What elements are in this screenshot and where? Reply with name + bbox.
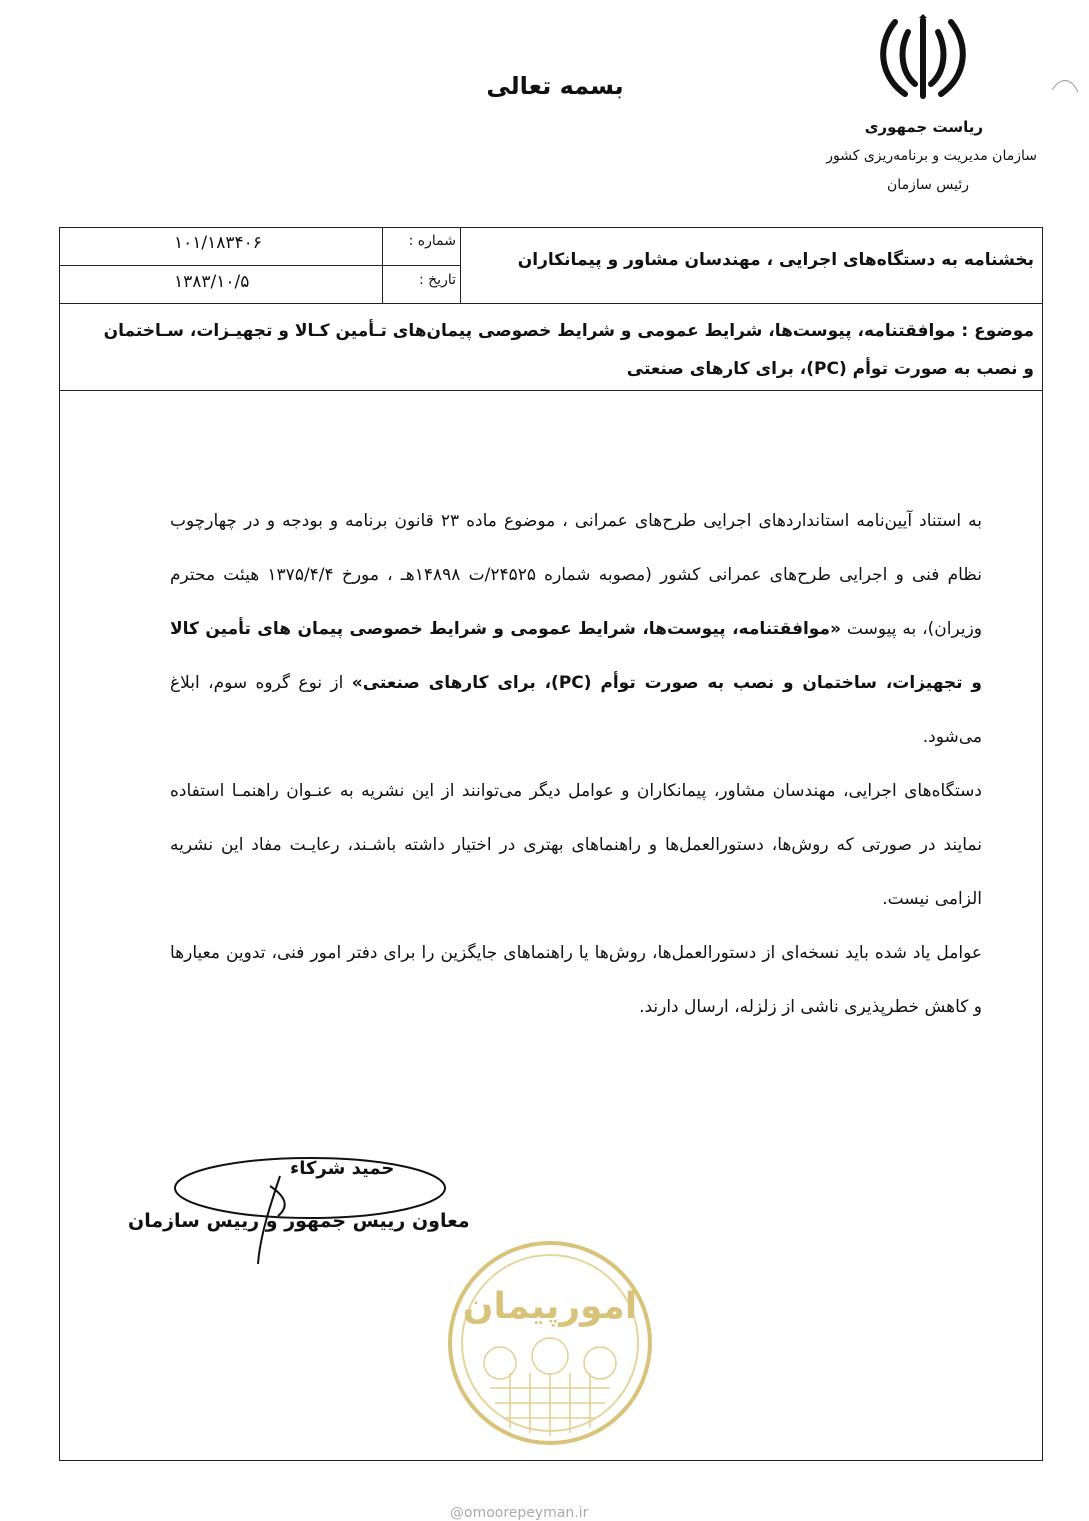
paragraph-1-end: از نوع گروه سوم، ابلاغ می‌شود.: [170, 673, 982, 747]
margin-scribble: [1050, 70, 1080, 100]
signatory-title: معاون رییس جمهور و رییس سازمان: [128, 1210, 470, 1232]
subject-line: موضوع : موافقتنامه، پیوست‌ها، شرایط عمومی و شرایط خصوصی پیمان‌های تـأمین کـالا و تجهیـزات، سـاختمان و نصب به صورت توأم (PC)، برای کارهای صنعتی: [103, 321, 1034, 379]
date-label: تاریخ :: [418, 272, 456, 288]
letter-body: [170, 494, 982, 1034]
addressee-line: بخشنامه به دستگاه‌های اجرایی ، مهندسان مشاور و پیمانکاران: [517, 250, 1034, 270]
number-date-divider: [60, 265, 460, 266]
org-presidency: ریاست جمهوری: [864, 118, 983, 136]
iran-emblem-icon: [875, 14, 971, 102]
website-watermark: @omoorepeyman.ir: [450, 1505, 589, 1521]
number-label: شماره :: [408, 233, 456, 249]
header-divider: [60, 303, 1042, 304]
omoorepeyman-seal-logo: [435, 1238, 665, 1448]
paragraph-3: عوامل یاد شده باید نسخه‌ای از دستورالعمل‌ها، روش‌ها یا راهنماهای جایگزین را برای دفتر امور فنی، تدوین معیارها و کاهش خطرپذیری ناشی از زلزله، ارسال دارند.: [170, 943, 982, 1017]
number-value: ۱۰۱/۱۸۳۴۰۶: [174, 233, 262, 253]
paragraph-2: دستگاه‌های اجرایی، مهندسان مشاور، پیمانکاران و عوامل دیگر می‌توانند از این نشریه به عنـوان راهنمـا استفاده نمایند در صورتی که روش‌ها، دستورالعمل‌ها و راهنماهای بهتری در اختیار داشته باشـند، رعایـت مفاد این نشریه الزامی نیست.: [170, 781, 982, 909]
meta-vertical-divider: [460, 228, 461, 303]
date-value: ۱۳۸۳/۱۰/۵: [174, 272, 250, 292]
paragraph-1-title: «موافقتنامه، پیوست‌ها، شرایط عمومی و شرایط خصوصی پیمان های تأمین کالا و تجهیزات، ساختمان و نصب به صورت توأم (PC)، برای کارهای صنعتی»: [170, 619, 983, 693]
bismillah-heading: بسمه تعالی: [486, 72, 624, 100]
seal-text: امورپیمان: [462, 1286, 638, 1327]
org-head: رئیس سازمان: [887, 177, 969, 193]
paragraph-1: [170, 494, 982, 764]
subject-divider: [60, 390, 1042, 391]
signatory-name: حمید شرکاء: [290, 1158, 395, 1179]
letter-frame: [59, 227, 1043, 1461]
org-management: سازمان مدیریت و برنامه‌ریزی کشور: [826, 148, 1037, 164]
paragraph-1-intro: به استناد آیین‌نامه استانداردهای اجرایی طرح‌های عمرانی ، موضوع ماده ۲۳ قانون برنامه و بودجه و در چهارچوب نظام فنی و اجرایی طرح‌های عمرانی کشور (مصوبه شماره ۲۴۵۲۵/ت ۱۴۸۹۸هـ ، مورخ ۱۳۷۵/۴/۴ هیئت محترم وزیران)، به پیوست: [170, 511, 983, 639]
